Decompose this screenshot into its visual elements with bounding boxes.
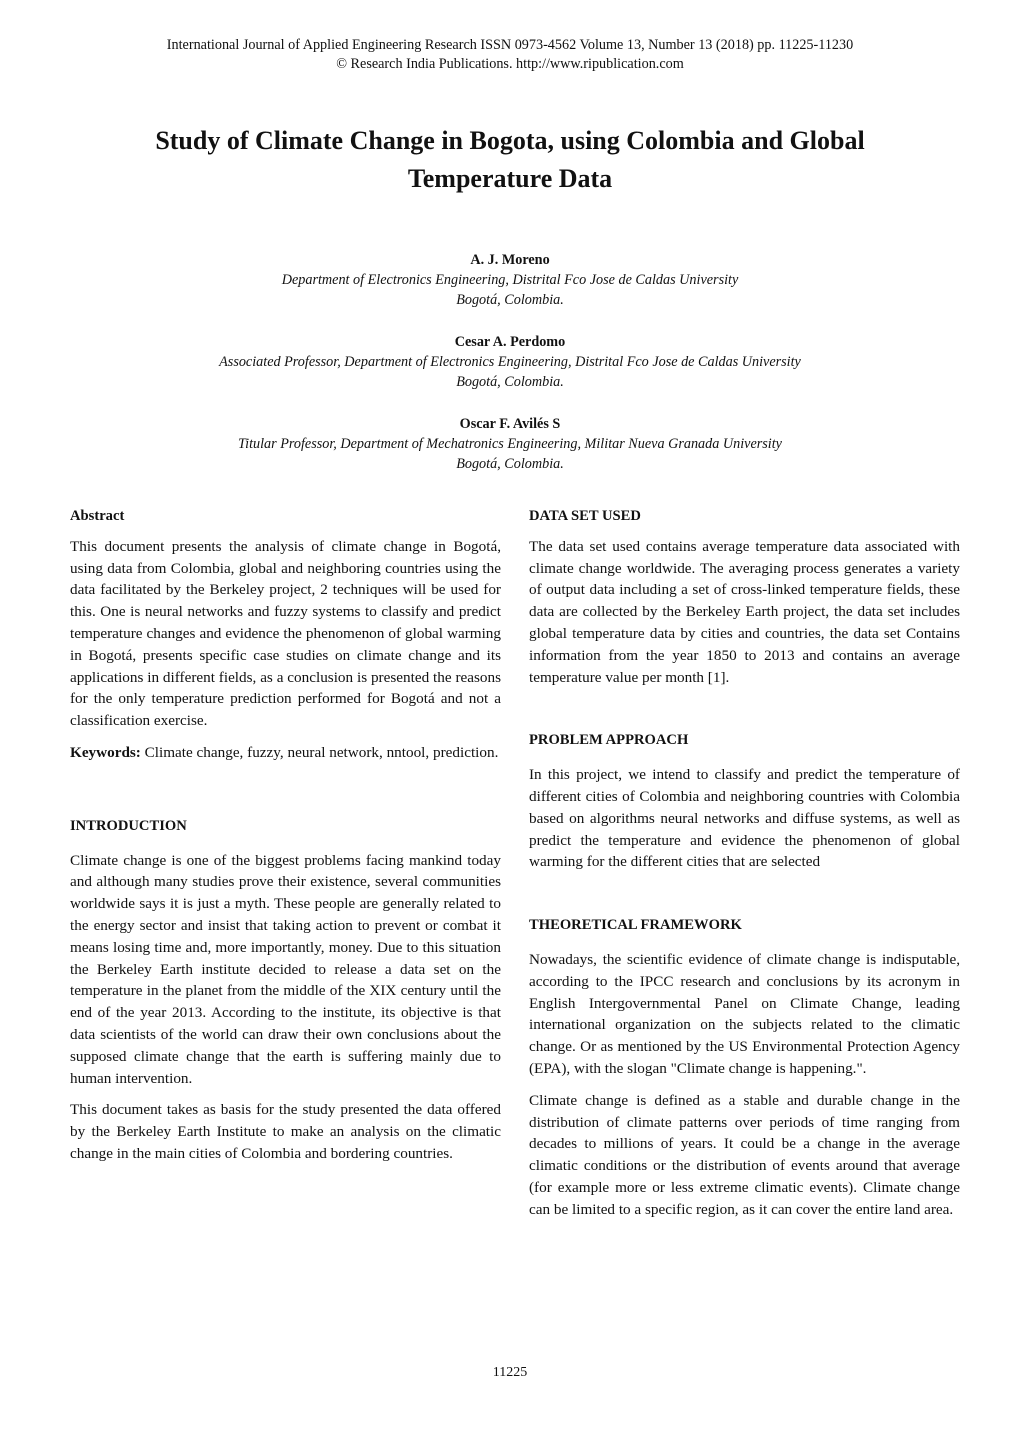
introduction-heading: INTRODUCTION: [70, 817, 187, 834]
author-location: Bogotá, Colombia.: [456, 292, 564, 308]
title-line-1: Study of Climate Change in Bogota, using Colombia and Global: [155, 126, 865, 155]
dataset-text: The data set used contains average temperature data associated with climate change worldwide. The averaging process generates a variety of output data including a set of cross-linked temperature fields, these data are collected by the Berkeley Earth project, the data set includes global temperature data by cities and countries, the data set Contains information from the year 1850 to 2013 and contains an average temperature value per month [1].: [529, 537, 960, 686]
theory-paragraph-1: Nowadays, the scientific evidence of climate change is indisputable, according to the IPCC research and conclusions by its acronym in English Intergovernmental Panel on Climate Change, leading international organization on the subjects related to the climatic change. Or as mentioned by the US Environmental Protection Agency (EPA), with the slogan "Climate change is happening.".: [529, 950, 960, 1077]
left-column: [70, 506, 501, 1175]
author-name: Cesar A. Perdomo: [454, 334, 566, 350]
author-name: A. J. Moreno: [470, 252, 550, 268]
theory-heading: THEORETICAL FRAMEWORK: [529, 917, 742, 934]
author-affiliation: Department of Electronics Engineering, Distrital Fco Jose de Caldas University: [281, 272, 739, 288]
abstract-heading: Abstract: [70, 508, 125, 524]
author-affiliation: Titular Professor, Department of Mechatronics Engineering, Militar Nueva Granada University: [238, 436, 782, 452]
author-affiliation: Associated Professor, Department of Electronics Engineering, Distrital Fco Jose de Caldas University: [219, 354, 801, 370]
keywords-label: Keywords:: [70, 743, 141, 761]
introduction-paragraph-1: Climate change is one of the biggest problems facing mankind today and although many studies prove their existence, several communities worldwide says it is just a myth. These people are generally related to the energy sector and insist that taking action to prevent or combat it means losing time and, more importantly, money. Due to this situation the Berkeley Earth institute decided to release a data set on the temperature in the planet from the middle of the XIX century until the end of the year 2013. According to the institute, its objective is that data scientists of the world can draw their own conclusions about the supposed climate change that the earth is suffering mainly due to human intervention.: [70, 851, 501, 1087]
right-column: [529, 506, 960, 1231]
journal-line: International Journal of Applied Engineering Research ISSN 0973-4562 Volume 13, Number 13 (2018) pp. 11225-11230: [166, 37, 854, 53]
author-list: [100, 250, 920, 496]
keywords-text: Climate change, fuzzy, neural network, nntool, prediction.: [140, 743, 499, 761]
publisher-line: © Research India Publications. http://www.ripublication.com: [336, 56, 684, 72]
author-location: Bogotá, Colombia.: [456, 456, 564, 472]
author-location: Bogotá, Colombia.: [456, 374, 564, 390]
title-line-2: Temperature Data: [407, 164, 613, 193]
author-block: [100, 332, 920, 392]
introduction-paragraph-2: This document takes as basis for the study presented the data offered by the Berkeley Earth Institute to make an analysis on the climatic change in the main cities of Colombia and bordering countries.: [70, 1101, 501, 1162]
page-number: 11225: [492, 1365, 528, 1380]
theory-paragraph-2: Climate change is defined as a stable and durable change in the distribution of climate patterns over periods of time ranging from decades to millions of years. It could be a change in the average climatic conditions or the distribution of events around that average (for example more or less extreme climatic events). Climate change can be limited to a specific region, as it can cover the entire land area.: [529, 1091, 960, 1218]
paper-title: [100, 122, 920, 198]
problem-text: In this project, we intend to classify and predict the temperature of different cities of Colombia and neighboring countries with Colombia based on algorithms neural networks and diffuse systems, as well as predict the temperature and evidence the phenomenon of global warming for the different cities that are selected: [529, 766, 960, 871]
author-block: [100, 250, 920, 310]
problem-heading: PROBLEM APPROACH: [529, 732, 689, 749]
dataset-heading: DATA SET USED: [529, 508, 641, 524]
running-header: [0, 36, 1020, 74]
author-name: Oscar F. Avilés S: [459, 416, 561, 432]
abstract-text: This document presents the analysis of climate change in Bogotá, using data from Colombia, global and neighboring countries using the data facilitated by the Berkeley project, 2 techniques will be used for this. One is neural networks and fuzzy systems to classify and predict temperature changes and evidence the phenomenon of global warming in Bogotá, presents specific case studies on climate change and its applications in different fields, as a conclusion is presented the reasons for the only temperature prediction performed for Bogotá and not a classification exercise.: [70, 537, 501, 730]
keywords: [70, 742, 501, 764]
author-block: [100, 414, 920, 474]
